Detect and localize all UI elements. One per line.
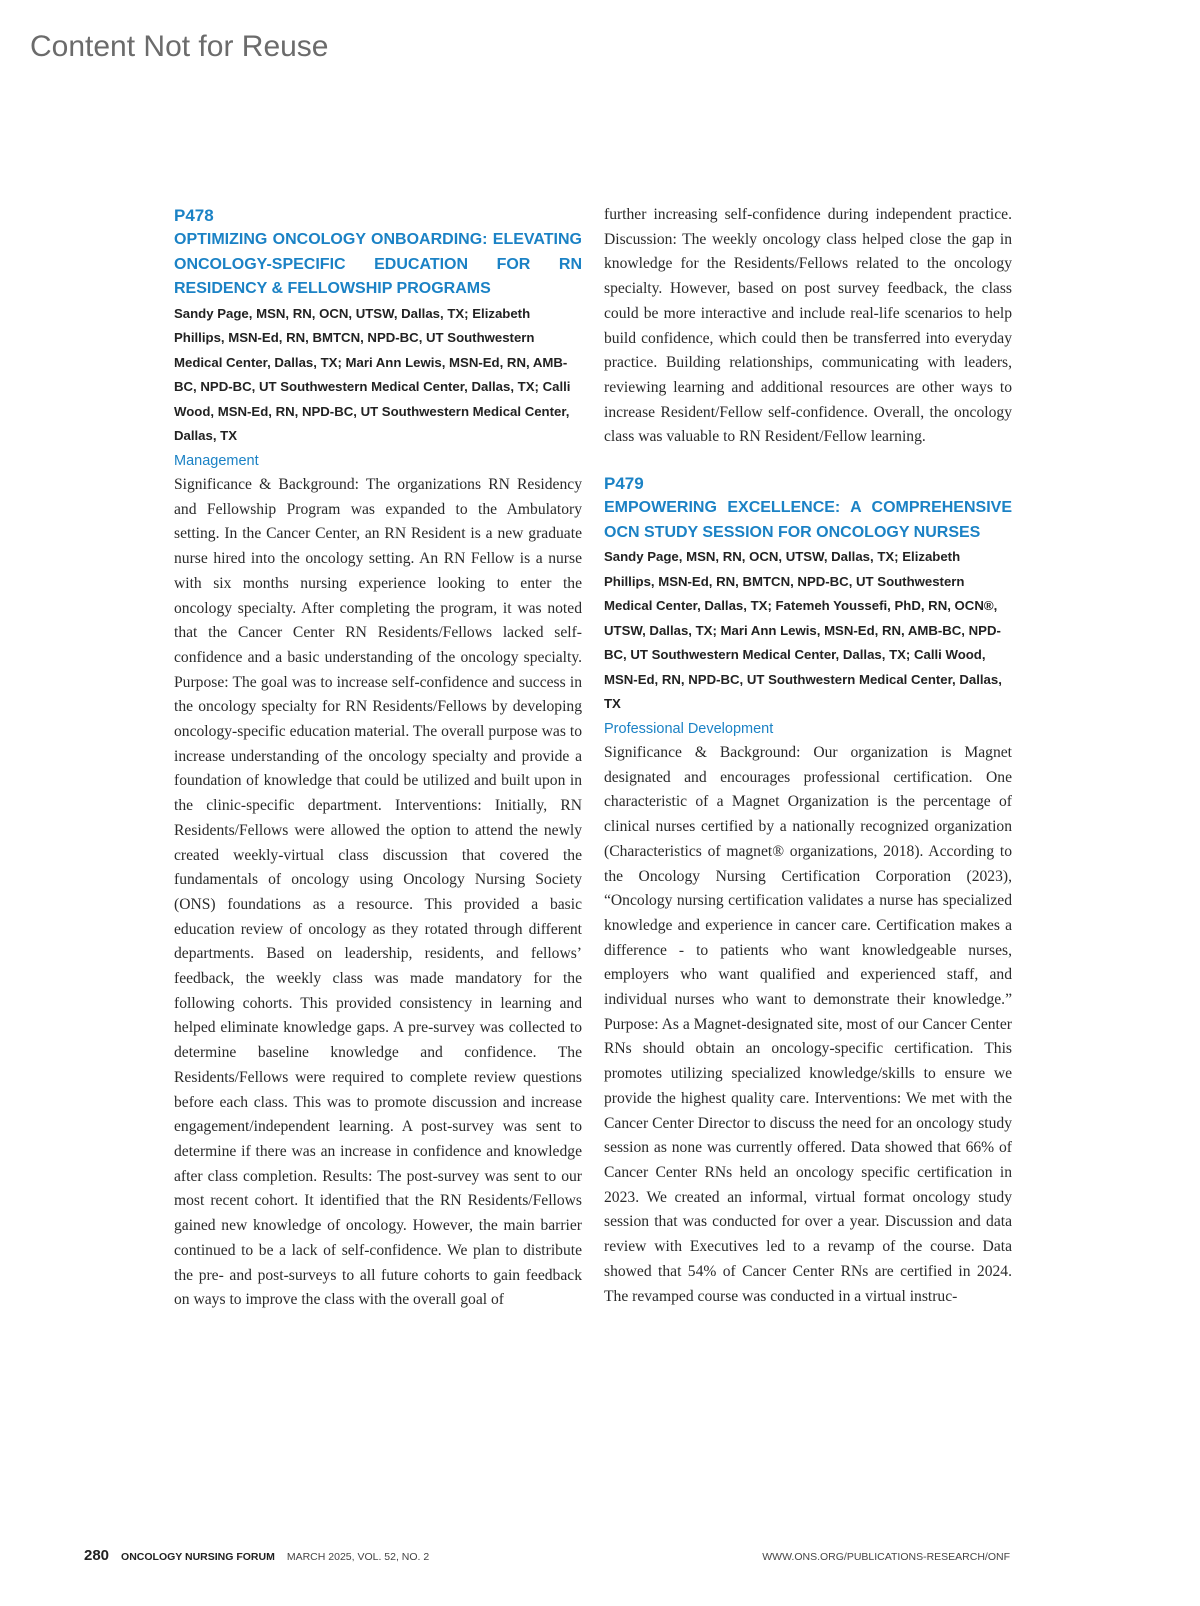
abstract-body-continued: further increasing self-confidence during independent practice. Discussion: The weekly oncology class helped close the gap in knowledge for the Residents/Fellows related to the oncology specialty. However, based on post survey feedback, the class could be more interactive and include real-life scenarios to help build confidence, which could then be transferred into everyday practice. Building relationships, communicating with leaders, reviewing learning and additional resources are other ways to increase Resident/Fellow self-confidence. Overall, the oncology class was valuable to RN Resident/Fellow learning. [604,206,1012,446]
page-number: 280 [84,1547,110,1564]
page-footer [84,1547,1010,1564]
abstract-id: P478 [174,206,214,225]
abstract-authors: Sandy Page, MSN, RN, OCN, UTSW, Dallas, TX; Elizabeth Phillips, MSN-Ed, RN, BMTCN, NPD-BC, UT Southwestern Medical Center, Dallas, TX; Fatemeh Youssefi, PhD, RN, OCN®, UTSW, Dallas, TX; Mari Ann Lewis, MSN-Ed, RN, AMB-BC, NPD-BC, UT Southwestern Medical Center, Dallas, TX; Calli Wood, MSN-Ed, RN, NPD-BC, UT Southwestern Medical Center, Dallas, TX [604,549,1002,712]
issue-info: MARCH 2025, VOL. 52, NO. 2 [286,1551,430,1563]
abstract-category: Management [174,452,259,469]
right-column [604,203,1012,1309]
abstract-authors: Sandy Page, MSN, RN, OCN, UTSW, Dallas, TX; Elizabeth Phillips, MSN-Ed, RN, BMTCN, NPD-BC, UT Southwestern Medical Center, Dallas, TX; Mari Ann Lewis, MSN-Ed, RN, AMB-BC, NPD-BC, UT Southwestern Medical Center, Dallas, TX; Calli Wood, MSN-Ed, RN, NPD-BC, UT Southwestern Medical Center, Dallas, TX [174,305,571,443]
abstract-category: Professional Development [604,720,774,737]
watermark: Content Not for Reuse [30,30,329,63]
abstract-id: P479 [604,474,644,494]
abstract-title: EMPOWERING EXCELLENCE: A COMPREHENSIVE OCN STUDY SESSION FOR ONCOLOGY NURSES [604,499,1012,541]
abstract-body: Significance & Background: Our organization is Magnet designated and encourages professional certification. One characteristic of a Magnet Organization is the percentage of clinical nurses certified by a nationally recognized organization (Characteristics of magnet® organizations, 2018). According to the Oncology Nursing Certification Corporation (2023), “Oncology nursing certification validates a nurse has specialized knowledge and experience in cancer care. Certification makes a difference - to patients who want knowledgeable nurses, employers who want qualified and experienced staff, and individual nurses who want to demonstrate their knowledge.” Purpose: As a Magnet-designated site, most of our Cancer Center RNs should obtain an oncology-specific certification. This promotes utilizing specialized knowledge/skills to ensure we provide the highest quality care. Interventions: We met with the Cancer Center Director to discuss the need for an oncology study session as none was currently offered. Data showed that 66% of Cancer Center RNs held an oncology specific certification in 2023. We created an informal, virtual format oncology study session that was conducted for over a year. Discussion and data review with Executives led to a revamp of the course. Data showed that 54% of Cancer Center RNs are certified in 2024. The revamped course was conducted in a virtual instruc- [604,744,1012,1305]
abstract-body: Significance & Background: The organizations RN Residency and Fellowship Program was expanded to the Ambulatory setting. In the Cancer Center, an RN Resident is a new graduate nurse hired into the oncology setting. An RN Fellow is a nurse with six months nursing experience looking to enter the oncology specialty. After completing the program, it was noted that the Cancer Center RN Residents/Fellows lacked self-confidence and a basic understanding of the oncology specialty. Purpose: The goal was to increase self-confidence and success in the oncology specialty for RN Residents/Fellows by developing oncology-specific education material. The overall purpose was to increase understanding of the oncology specialty and provide a foundation of knowledge that could be utilized and built upon in the clinic-specific department. Interventions: Initially, RN Residents/Fellows were allowed the option to attend the newly created weekly-virtual class discussion that covered the fundamentals of oncology using Oncology Nursing Society (ONS) foundations as a resource. This provided a basic education review of oncology as they rotated through different departments. Based on leadership, residents, and fellows’ feedback, the weekly class was made mandatory for the following cohorts. This provided consistency in learning and helped eliminate knowledge gaps. A pre-survey was collected to determine baseline knowledge and confidence. The Residents/Fellows were required to complete review questions before each class. This was to promote discussion and increase engagement/independent learning. A post-survey was sent to determine if there was an increase in confidence and knowledge after class completion. Results: The post-survey was sent to our most recent cohort. It identified that the RN Residents/Fellows gained new knowledge of oncology. However, the main barrier continued to be a lack of self-confidence. We plan to distribute the pre- and post-surveys to all future cohorts to gain feedback on ways to improve the class with the overall goal of [174,476,582,1309]
journal-name: ONCOLOGY NURSING FORUM [121,1551,275,1563]
abstract-title: OPTIMIZING ONCOLOGY ONBOARDING: ELEVATING ONCOLOGY-SPECIFIC EDUCATION FOR RN RESIDENCY & FELLOWSHIP PROGRAMS [174,231,582,297]
left-column [174,203,582,1313]
journal-url: WWW.ONS.ORG/PUBLICATIONS-RESEARCH/ONF [762,1551,1010,1563]
